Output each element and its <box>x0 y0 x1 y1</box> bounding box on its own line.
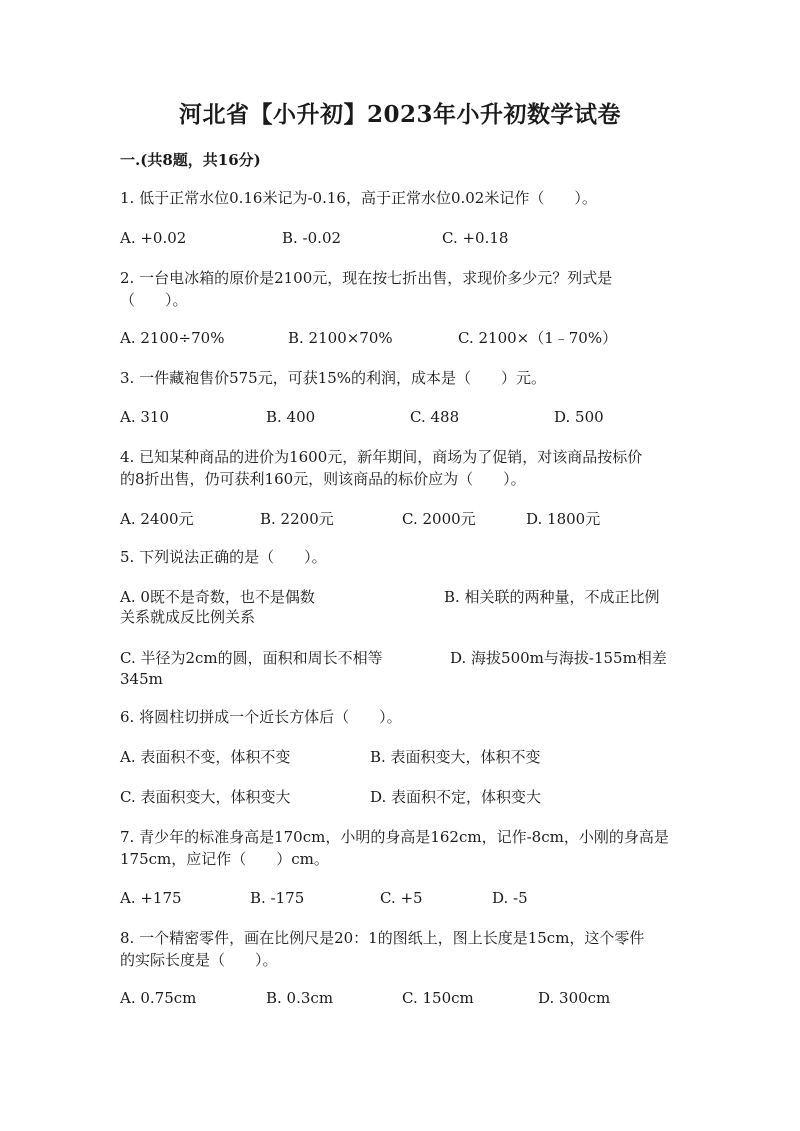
question-7-text-line-2: 175cm，应记作（ ）cm。 <box>120 850 329 868</box>
question-6-option-b: B. 表面积变大，体积不变 <box>370 748 541 766</box>
question-5-option-b-continued: 关系就成反比例关系 <box>120 608 256 626</box>
question-5-option-a: A. 0既不是奇数，也不是偶数 <box>120 588 315 606</box>
question-8-text-line-2: 的实际长度是（ ）。 <box>120 951 278 969</box>
page-title: 河北省【小升初】2023年小升初数学试卷 <box>178 101 621 128</box>
question-7-option-d: D. -5 <box>492 889 528 907</box>
question-8-option-c: C. 150cm <box>402 989 474 1007</box>
question-1-option-b: B. -0.02 <box>282 229 342 247</box>
question-4-option-d: D. 1800元 <box>526 510 601 528</box>
question-5-option-b: B. 相关联的两种量，不成正比例 <box>444 588 660 606</box>
question-8-option-a: A. 0.75cm <box>120 989 197 1007</box>
question-1-option-a: A. +0.02 <box>120 229 187 247</box>
question-1-text: 1. 低于正常水位0.16米记为-0.16，高于正常水位0.02米记作（ ）。 <box>120 189 597 207</box>
question-8-text-line-1: 8. 一个精密零件，画在比例尺是20：1的图纸上，图上长度是15cm，这个零件 <box>120 929 645 947</box>
question-6-text: 6. 将圆柱切拼成一个近长方体后（ ）。 <box>120 708 402 726</box>
question-7-option-a: A. +175 <box>120 889 182 907</box>
question-5-option-d-continued: 345m <box>120 670 163 688</box>
question-6-option-d: D. 表面积不定，体积变大 <box>370 788 542 806</box>
question-2-option-a: A. 2100÷70% <box>120 329 225 347</box>
question-3-option-a: A. 310 <box>120 408 169 426</box>
question-4-option-c: C. 2000元 <box>402 510 476 528</box>
question-2-option-c: C. 2100×（1﹣70%） <box>458 329 618 347</box>
question-3-option-d: D. 500 <box>554 408 604 426</box>
question-4-option-b: B. 2200元 <box>260 510 334 528</box>
section-heading: 一.(共8题，共16分) <box>120 151 261 169</box>
question-1-option-c: C. +0.18 <box>442 229 509 247</box>
question-4-option-a: A. 2400元 <box>120 510 194 528</box>
question-3-option-c: C. 488 <box>410 408 460 426</box>
question-7-option-c: C. +5 <box>380 889 423 907</box>
question-8-option-b: B. 0.3cm <box>266 989 334 1007</box>
question-7-text-line-1: 7. 青少年的标准身高是170cm，小明的身高是162cm，记作-8cm，小刚的身高是 <box>120 828 669 846</box>
question-3-option-b: B. 400 <box>266 408 316 426</box>
question-3-text: 3. 一件藏袍售价575元，可获15%的利润，成本是（ ）元。 <box>120 369 547 387</box>
question-4-text-line-1: 4. 已知某种商品的进价为1600元，新年期间，商场为了促销，对该商品按标价 <box>120 448 643 466</box>
question-8-option-d: D. 300cm <box>538 989 611 1007</box>
question-5-option-c: C. 半径为2cm的圆，面积和周长不相等 <box>120 649 383 667</box>
question-4-text-line-2: 的8折出售，仍可获利160元，则该商品的标价应为（ ）。 <box>120 470 526 488</box>
question-2-text-line-2: （ ）。 <box>120 291 188 309</box>
question-6-option-c: C. 表面积变大，体积变大 <box>120 788 291 806</box>
question-5-option-d: D. 海拔500m与海拔-155m相差 <box>450 649 667 667</box>
question-6-option-a: A. 表面积不变，体积不变 <box>120 748 291 766</box>
question-7-option-b: B. -175 <box>250 889 305 907</box>
question-2-text-line-1: 2. 一台电冰箱的原价是2100元，现在按七折出售，求现价多少元？列式是 <box>120 269 613 287</box>
question-5-text: 5. 下列说法正确的是（ ）。 <box>120 548 327 566</box>
question-2-option-b: B. 2100×70% <box>288 329 393 347</box>
